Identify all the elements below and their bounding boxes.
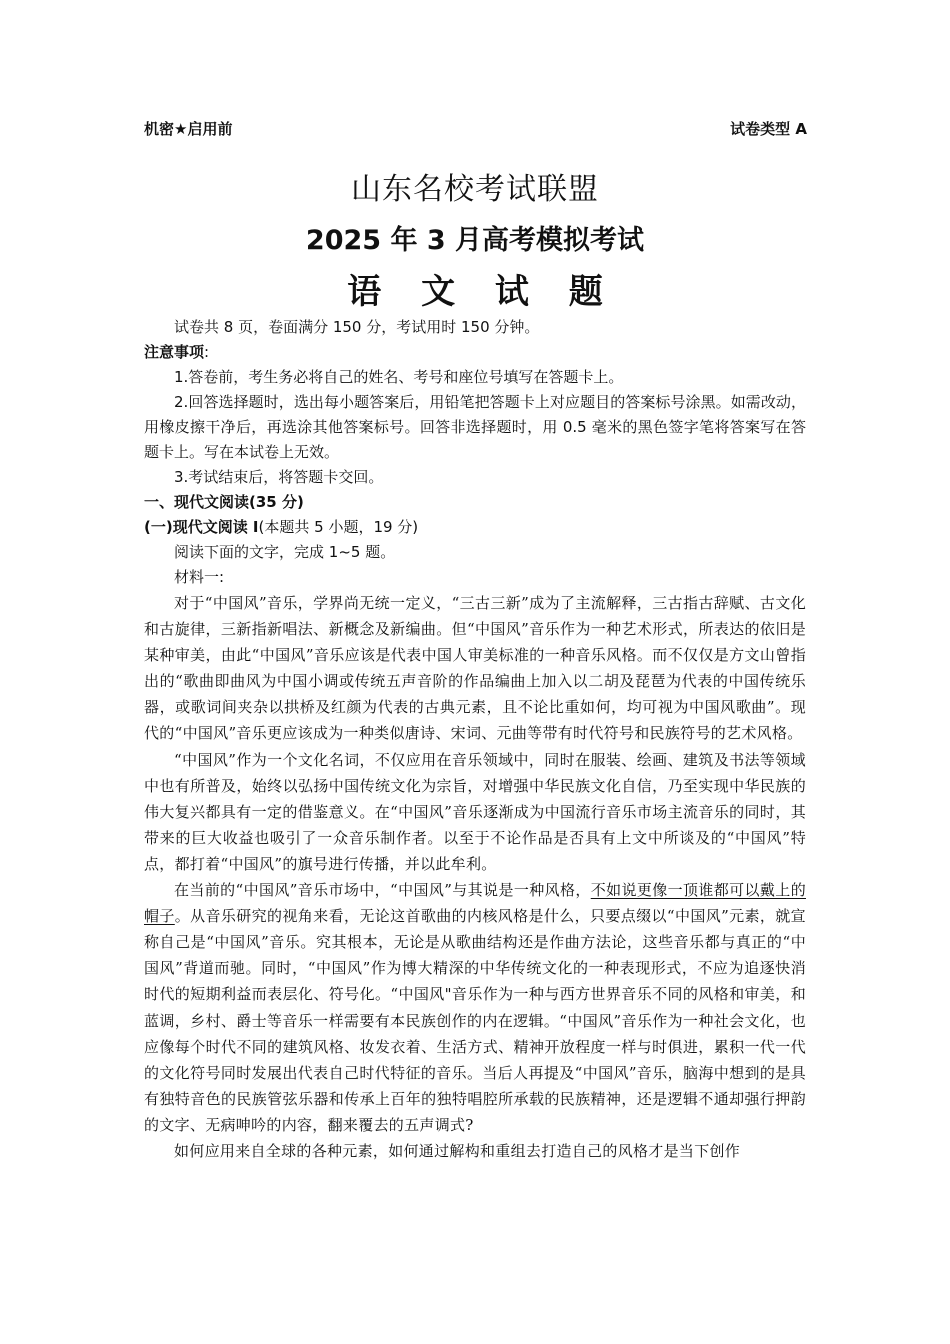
section-title: 一、现代文阅读(35 分) xyxy=(144,493,304,511)
notice-colon: : xyxy=(204,343,210,361)
exam-title: 2025 年 3 月高考模拟考试 xyxy=(305,225,645,256)
article-paragraph-3 xyxy=(144,877,806,1138)
notice-heading: 注意事项 xyxy=(144,343,205,361)
org-title: 山东名校考试联盟 xyxy=(351,172,599,207)
notice-heading-line xyxy=(144,340,806,365)
article-paragraph-3-start: 在当前的“中国风”音乐市场中，“中国风”与其说是一种风格， xyxy=(174,881,591,900)
notice-item-2: 2.回答选择题时，选出每小题答案后，用铅笔把答题卡上对应题目的答案标号涂黑。如需改动，用橡皮擦干净后，再选涂其他答案标号。回答非选择题时，用 0.5 毫米的黑色签字笔将答案写在答题卡上。写在本试卷上无效。 xyxy=(144,393,806,461)
notice-item-1: 1.答卷前，考生务必将自己的姓名、考号和座位号填写在答题卡上。 xyxy=(174,368,624,386)
subsection-title-bold: (一)现代文阅读 I xyxy=(144,518,259,536)
reading-instruction: 阅读下面的文字，完成 1~5 题。 xyxy=(174,543,396,561)
article-paragraph-1: 对于“中国风”音乐，学界尚无统一定义，“三古三新”成为了主流解释，三古指古辞赋、古文化和古旋律，三新指新唱法、新概念及新编曲。但“中国风”音乐作为一种艺术形式，所表达的依旧是某种审美，由此“中国风”音乐应该是代表中国人审美标准的一种音乐风格。而不仅仅是方文山曾指出的“歌曲即曲风为中国小调或传统五声音阶的作品编曲上加入以二胡及琵琶为代表的中国传统乐器，或歌词间夹杂以拱桥及红颜为代表的古典元素，且不论比重如何，均可视为中国风歌曲”。现代的“中国风”音乐更应该成为一种类似唐诗、宋词、元曲等带有时代符号和民族符号的艺术风格。 xyxy=(144,594,806,743)
underlined-sentence: 不如说更像一顶谁都可以戴上的帽子 xyxy=(144,881,806,926)
exam-body xyxy=(144,315,806,1164)
subsection-title xyxy=(144,515,806,540)
intro-line: 试卷共 8 页，卷面满分 150 分，考试用时 150 分钟。 xyxy=(174,318,540,336)
article-paragraph-3-rest: 。从音乐研究的视角来看，无论这首歌曲的内核风格是什么，只要点缀以“中国风”元素，就宣称自己是“中国风”音乐。究其根本，无论是从歌曲结构还是作曲方法论，这些音乐都与真正的“中国风”背道而驰。同时，“中国风”作为博大精深的中华传统文化的一种表现形式，不应为追逐快消时代的短期利益而表层化、符号化。“中国风"音乐作为一种与西方世界音乐不同的风格和审美，和蓝调，乡村、爵士等音乐一样需要有本民族创作的内在逻辑。“中国风”音乐作为一种社会文化，也应像每个时代不同的建筑风格、妆发衣着、生活方式、精神开放程度一样与时俱进，累积一代一代的文化符号同时发展出代表自己时代特征的音乐。当后人再提及“中国风”音乐，脑海中想到的是具有独特音色的民族管弦乐器和传承上百年的独特唱腔所承载的民族精神，还是逻辑不通却强行押韵的文字、无病呻吟的内容，翻来覆去的五声调式? xyxy=(144,907,806,1134)
article-paragraph-2: “中国风”作为一个文化名词，不仅应用在音乐领域中，同时在服装、绘画、建筑及书法等领域中也有所普及，始终以弘扬中国传统文化为宗旨，对增强中华民族文化自信，乃至实现中华民族的伟大复兴都具有一定的借鉴意义。在“中国风”音乐逐渐成为中国流行音乐市场主流音乐的同时，其带来的巨大收益也吸引了一众音乐制作者。以至于不论作品是否具有上文中所谈及的“中国风”特点，都打着“中国风”的旗号进行传播，并以此牟利。 xyxy=(144,750,806,873)
confidential-label: 机密★启用前 xyxy=(144,120,233,138)
subject-title: 语 文 试 题 xyxy=(347,272,617,312)
material-label: 材料一: xyxy=(174,568,225,586)
article-paragraph-4: 如何应用来自全球的各种元素，如何通过解构和重组去打造自己的风格才是当下创作 xyxy=(174,1141,741,1160)
notice-item-3: 3.考试结束后，将答题卡交回。 xyxy=(174,468,384,486)
subsection-title-rest: (本题共 5 小题，19 分) xyxy=(258,518,419,536)
paper-type-label: 试卷类型 A xyxy=(730,120,807,138)
